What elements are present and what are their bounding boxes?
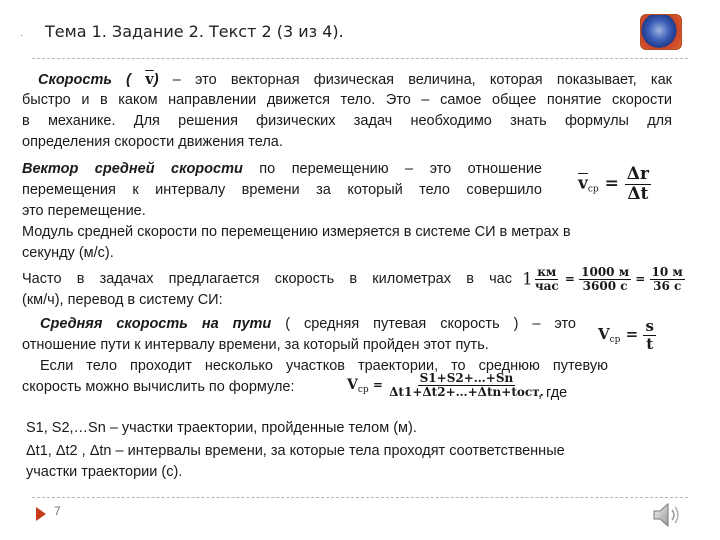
formula2-frac1: [533, 266, 561, 293]
top-divider: [32, 58, 688, 59]
paragraph2-line2: перемещения к интервалу времени за который тело совершило: [22, 182, 542, 198]
term-speed: Скорость (: [38, 72, 132, 88]
formula3-fraction: [643, 318, 655, 352]
formula-multi-segment: $V_{ср}$ = $\frac{S1+S2+\dots+Sn}{\text{Δt1+Δt2+…+Δtn+tост.}}$: [347, 371, 544, 400]
title-bullet: ·: [20, 30, 23, 40]
formula1-lhs: $\overline{v}$: [578, 173, 588, 194]
formula-kmh-conversion: [522, 266, 685, 293]
paragraph2-line1: [22, 160, 542, 179]
formula4-lhs: V: [347, 377, 358, 394]
paragraph2-line3: это перемещение.: [22, 203, 146, 219]
paragraph1-line3: в механике. Для решения физических задач необходимо знать формулы для: [22, 113, 672, 129]
formula2-num1: км: [537, 265, 557, 279]
paragraph5-line1: S1, S2,…Sn – участки траектории, пройденные телом (м).: [26, 420, 417, 436]
logo-icon: [640, 14, 682, 50]
formula-avg-velocity: [578, 165, 651, 203]
formula4-den: Δt1+Δt2+…+Δtn+tост.: [389, 385, 544, 400]
paragraph4-line4: скорость можно вычислить по формуле:: [22, 379, 295, 395]
formula2-den1: час: [534, 279, 559, 294]
formula3-lhs: V: [598, 325, 610, 343]
formula3-den: t: [646, 334, 654, 353]
formula-path-speed: $V_{ср}$ = $\frac{s}{t}$: [598, 317, 654, 353]
next-arrow-icon[interactable]: [36, 507, 46, 521]
paragraph1-line4: определения скорости движения тела.: [22, 134, 283, 150]
formula2-den2: 3600 с: [582, 279, 628, 294]
paragraph1-line2: быстро и в каком направлении движется тело. Это – самое общее понятие скорости: [22, 92, 672, 108]
paragraph4-line3: Если тело проходит несколько участков траектории, то среднюю путевую: [40, 358, 608, 374]
velocity-symbol: $\overline{v}$: [145, 71, 154, 88]
paragraph4-line1: [40, 315, 576, 334]
formula2-num3: 10 м: [651, 265, 683, 279]
formula2-den3: 36 с: [653, 279, 682, 294]
formula2-num2: 1000 м: [581, 265, 630, 279]
formula1-fraction: [625, 165, 651, 203]
term-path-speed: Средняя скорость на пути: [40, 316, 272, 332]
paragraph5-line2: Δt1, Δt2 , Δtn – интервалы времени, за которые тела проходят соответственные: [26, 443, 565, 459]
paragraph3-line2: (км/ч), перевод в систему СИ:: [22, 292, 223, 308]
formula2-lead: 1: [522, 269, 533, 290]
formula2-frac3: [650, 266, 685, 293]
paragraph4-line4-end: , где: [538, 385, 568, 401]
bottom-divider: [32, 497, 688, 498]
page-title: Тема 1. Задание 2. Текст 2 (3 из 4).: [45, 22, 344, 41]
paragraph4-line2: отношение пути к интервалу времени, за который пройден этот путь.: [22, 337, 489, 353]
speaker-icon[interactable]: [650, 500, 686, 530]
formula4-sub: ср: [357, 385, 369, 396]
paragraph2-line1-text: по перемещению – это отношение: [242, 161, 542, 177]
formula1-num: Δr: [626, 164, 649, 184]
paragraph2-line4: Модуль средней скорости по перемещению измеряется в системе СИ в метрах в: [22, 224, 571, 240]
formula1-den: Δt: [627, 183, 649, 204]
formula2-eq1: =: [560, 272, 580, 287]
term-avg-velocity: Вектор средней скорости: [22, 161, 243, 177]
paragraph5-line3: участки траектории (с).: [26, 464, 183, 480]
formula3-num: s: [645, 317, 654, 335]
paragraph3-line1: Часто в задачах предлагается скорость в километрах в час: [22, 271, 512, 287]
term-close: ): [153, 72, 159, 88]
paragraph4-line1-text: ( средняя путевая скорость ) – это: [271, 316, 576, 332]
formula4-num: S1+S2+…+Sn: [419, 371, 514, 385]
page-number: 7: [54, 504, 61, 518]
paragraph2-line5: секунду (м/с).: [22, 245, 114, 261]
formula1-eq: =: [598, 173, 625, 194]
formula2-frac2: [579, 266, 631, 293]
formula4-fraction: [387, 372, 546, 399]
paragraph1-line1-text: – это векторная физическая величина, которая показывает, как: [158, 72, 672, 88]
paragraph1-line1: [38, 70, 672, 90]
formula3-sub: ср: [609, 335, 621, 345]
formula1-sub: ср: [587, 184, 599, 195]
formula2-eq2: =: [631, 272, 650, 287]
